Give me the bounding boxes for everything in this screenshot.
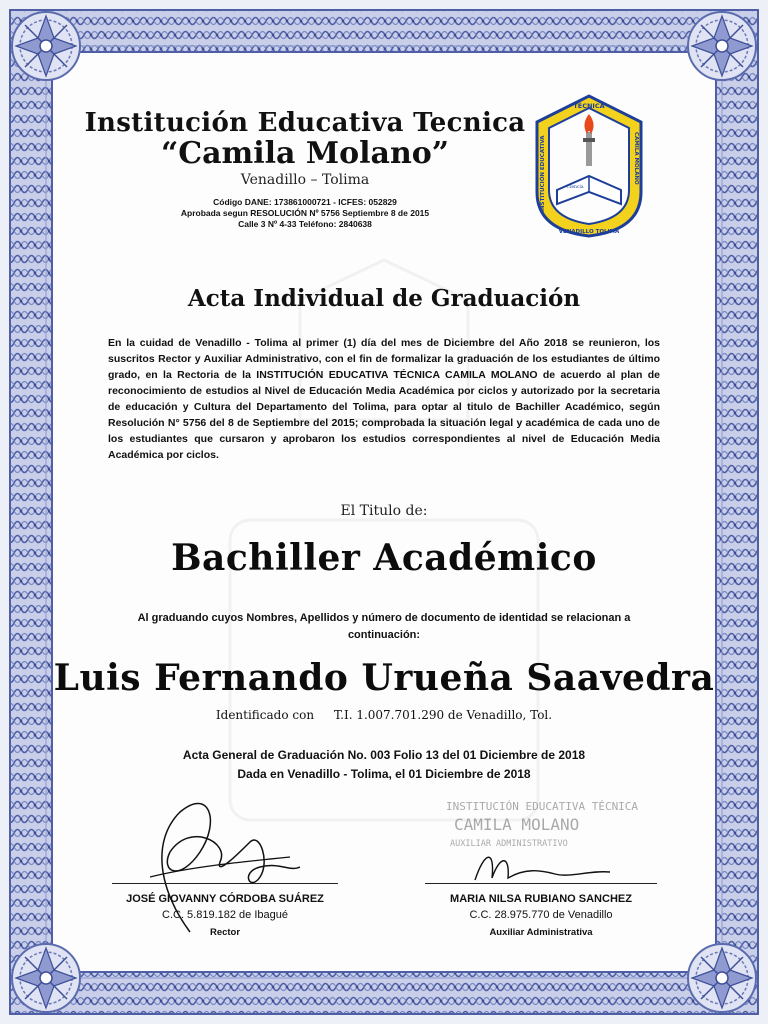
document-title: Acta Individual de Graduación (187, 285, 581, 312)
identification-row (0, 708, 768, 722)
seal-left-text: INSTITUCIÓN EDUCATIVA (540, 135, 546, 212)
stamp-line1: INSTITUCIÓN EDUCATIVA TÉCNICA (446, 800, 639, 813)
graduate-intro: Al graduando cuyos Nombres, Apellidos y número de documento de identidad se relacionan a continuación: (137, 612, 631, 641)
institution-name-line2: “Camila Molano” (160, 136, 450, 171)
identificado-label: Identificado con (215, 708, 315, 722)
auxiliar-id: C.C. 28.975.770 de Venadillo (469, 909, 613, 921)
dada-en-line: Dada en Venadillo - Tolima, el 01 Diciembre de 2018 (237, 767, 531, 781)
institution-location: Venadillo – Tolima (240, 172, 370, 188)
rector-name: JOSÉ GIOVANNY CÓRDOBA SUÁREZ (126, 893, 324, 905)
seal-right-text: CAMILA MOLANO (633, 132, 639, 185)
stamp-line3: AUXILIAR ADMINISTRATIVO (450, 839, 568, 849)
acta-body-paragraph: En la cuidad de Venadillo - Tolima al primer (1) día del mes de Diciembre del Año 2018 se reunieron, los suscritos Rector y Auxiliar Administrativo, con el fin de formalizar la graduación de los estudiantes de último grado, en la Rectoria de la INSTITUCIÓN EDUCATIVA TÉCNICA CAMILA MOLANO de acuerdo al plan de reconocimiento de estudios al Nivel de Educación Media Académica por ciclos y autorizado por la secretaria de educación y Cultura del Departamento del Tolima, para optar al titulo de Bachiller Académico, según Resolución N° 5756 del 8 de Septiembre del 2015; comprobada la situación legal y académica de cada uno de los estudiantes que cursaron y aprobaron los estudios correspondientes al nivel de Educación Media Académica por ciclos. (108, 337, 660, 461)
seal-book-text: Ciencia (566, 185, 584, 190)
resolucion-aprobacion: Aprobada segun RESOLUCIÓN Nº 5756 Septiembre 8 de 2015 (180, 208, 430, 218)
identification-number: T.I. 1.007.701.290 de Venadillo, Tol. (333, 708, 553, 722)
auxiliar-role: Auxiliar Administrativa (489, 927, 593, 938)
auxiliar-name: MARIA NILSA RUBIANO SANCHEZ (450, 893, 632, 905)
institution-name-line1: Institución Educativa Tecnica (84, 108, 526, 138)
direccion-telefono: Calle 3 Nº 4-33 Teléfono: 2840638 (238, 219, 372, 229)
codigo-dane: Código DANE: 173861000721 - ICFES: 052829 (213, 197, 397, 207)
auxiliar-signature-line (425, 883, 657, 884)
titulo-label: El Titulo de: (340, 503, 428, 519)
school-seal-logo (533, 92, 645, 240)
acta-general-line: Acta General de Graduación No. 003 Folio 13 del 01 Diciembre de 2018 (182, 748, 586, 762)
seal-bottom-text: VENADILLO TOLIMA (558, 229, 620, 235)
degree-title: Bachiller Académico (171, 537, 597, 579)
rector-role: Rector (209, 927, 241, 938)
stamp-line2: CAMILA MOLANO (454, 815, 580, 834)
seal-top-text: TÉCNICA (573, 102, 605, 110)
rector-id: C.C. 5.819.182 de Ibagué (162, 909, 288, 921)
graduate-name: Luis Fernando Urueña Saavedra (53, 657, 715, 699)
rector-signature-line (112, 883, 338, 884)
